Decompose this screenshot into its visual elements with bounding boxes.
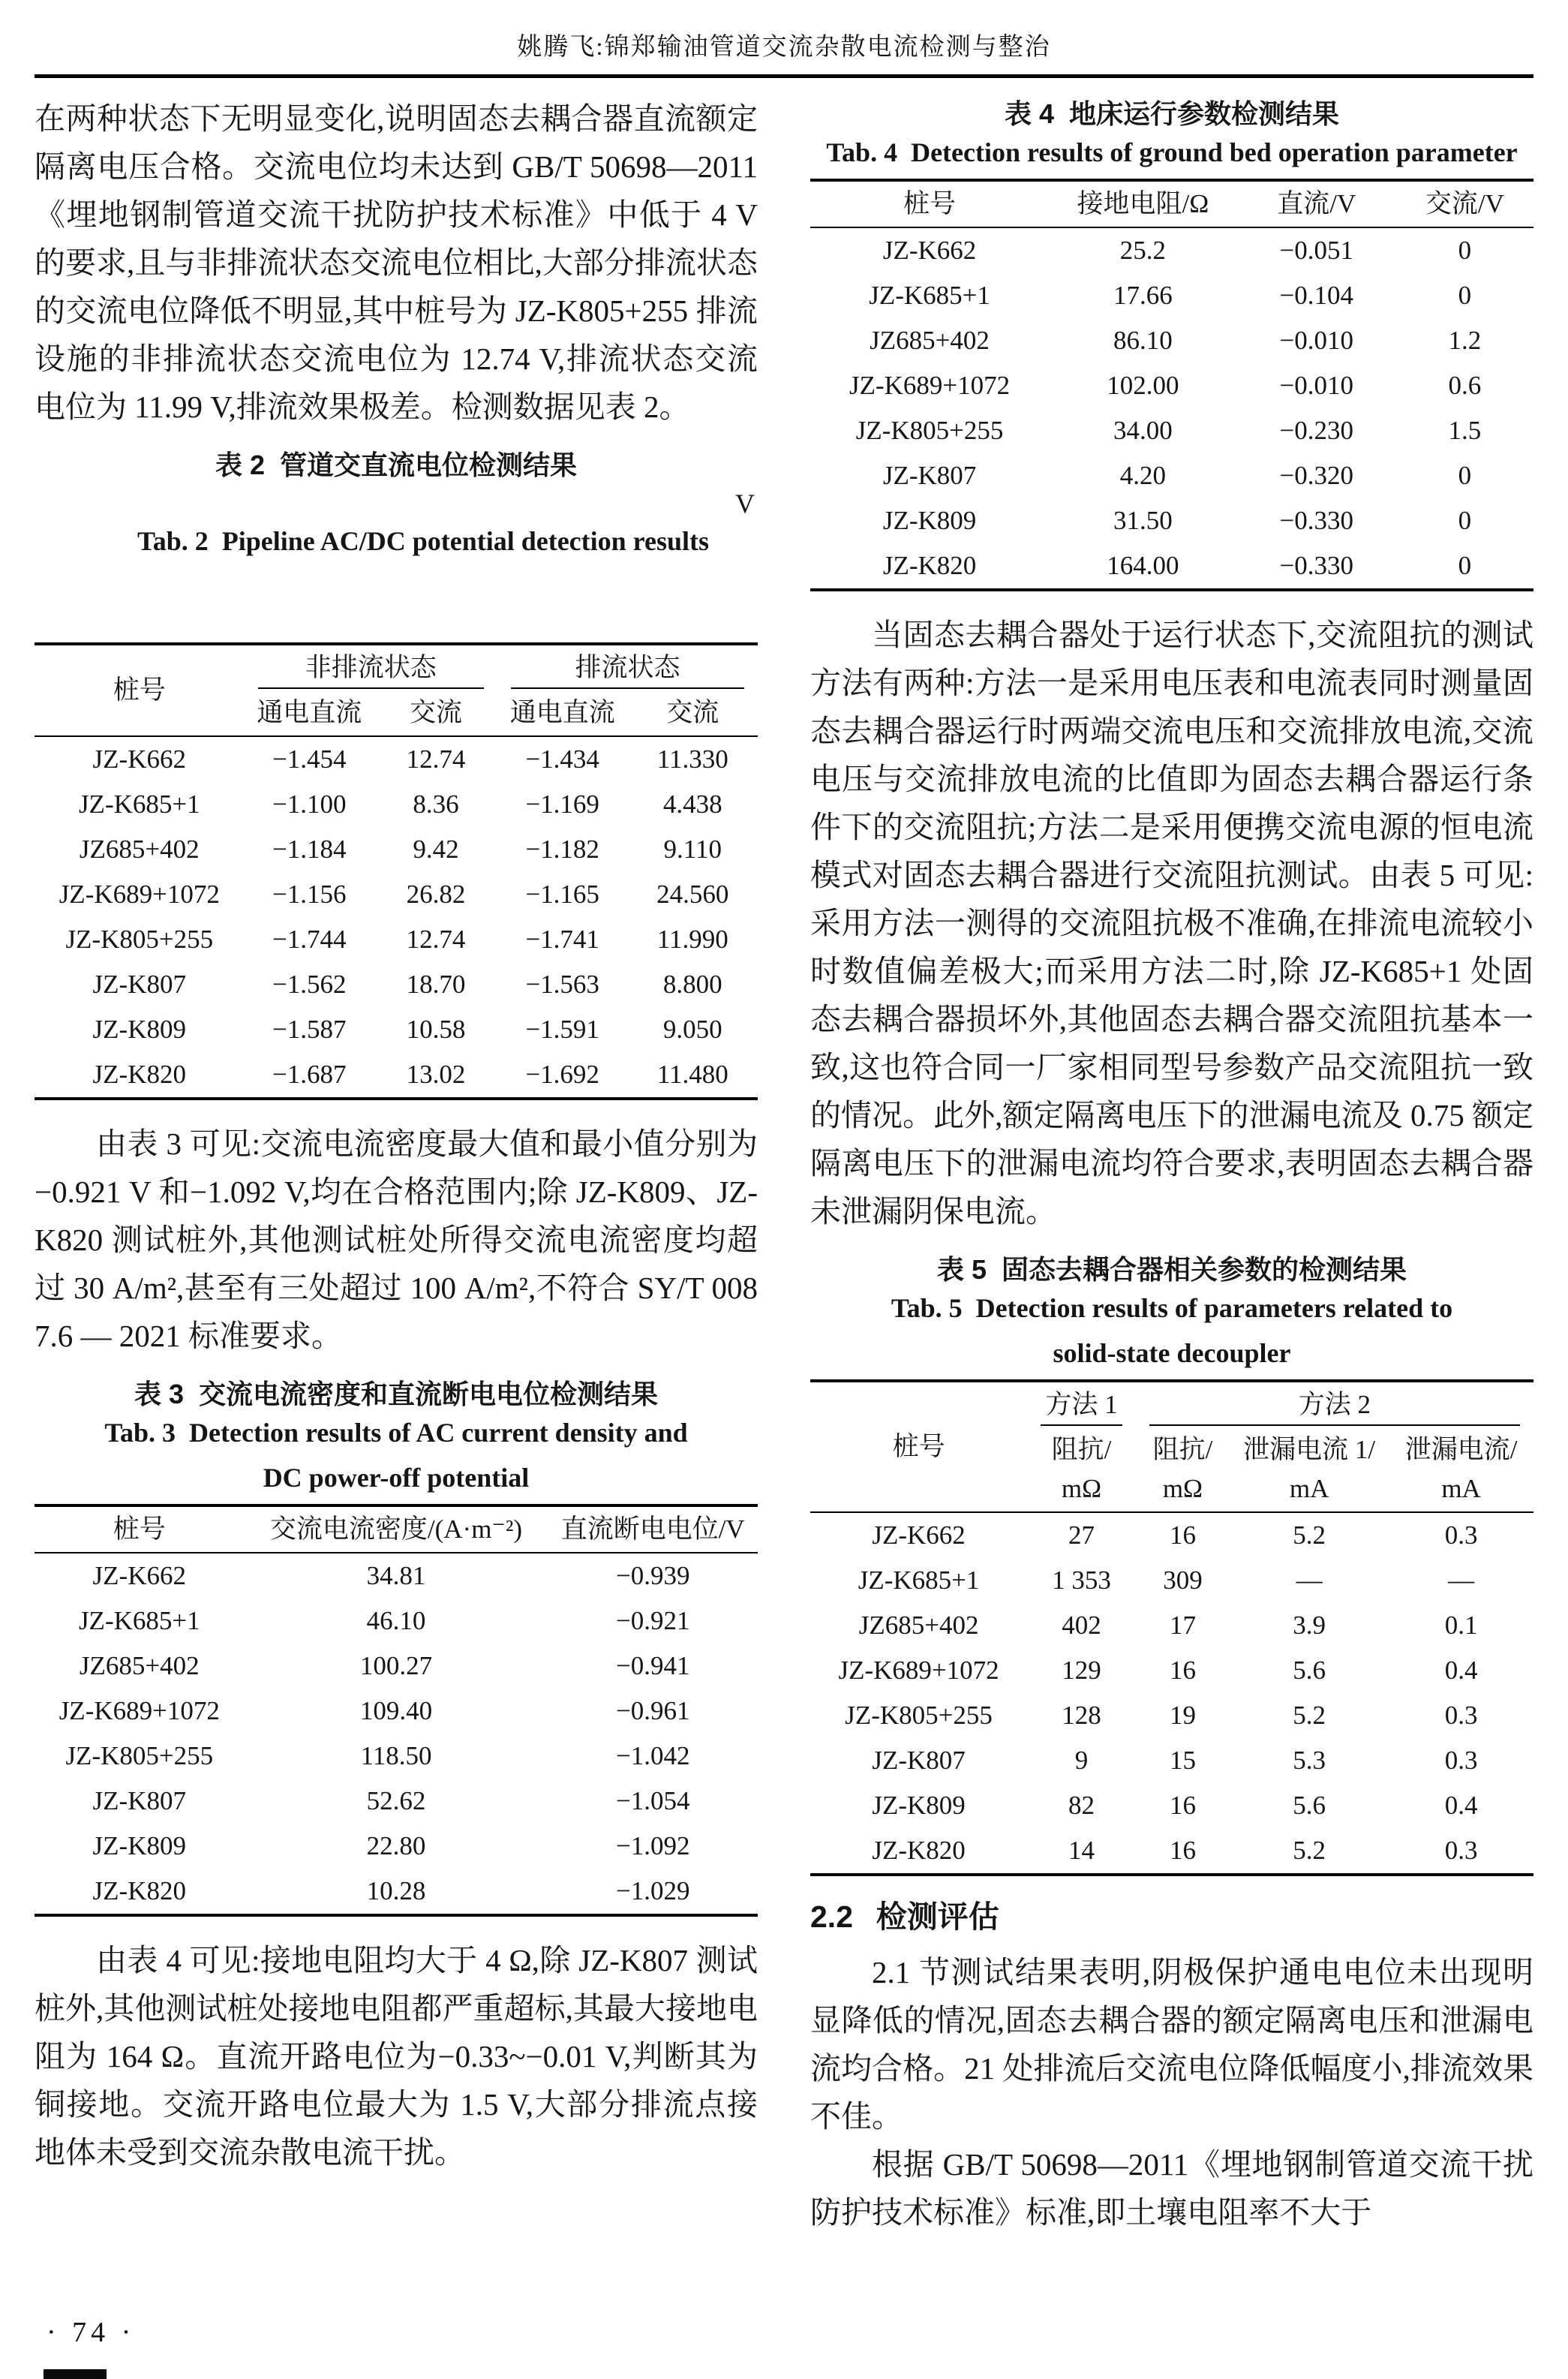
table3-caption-en-line2: DC power-off potential	[263, 1463, 530, 1493]
table2-subhead: 通电直流	[497, 690, 628, 736]
table-row	[35, 1644, 758, 1689]
table-cell: 9.42	[413, 835, 459, 864]
table-row	[35, 736, 758, 782]
table5-group-method2: 方法 2	[1136, 1381, 1533, 1427]
table-cell: −0.051	[1279, 236, 1354, 265]
paragraph-evaluation: 2.1 节测试结果表明,阴极保护通电电位未出现明显降低的情况,固态去耦合器的额定隔离电压和泄漏电流均合格。21 处排流后交流电位降低幅度小,排流效果不佳。	[810, 1955, 1533, 2134]
table3-body	[35, 1553, 758, 1915]
table-cell: 52.62	[366, 1786, 426, 1815]
table-row	[810, 1648, 1533, 1693]
table-cell: 17.66	[1113, 281, 1173, 310]
table-cell: −0.330	[1279, 551, 1354, 580]
table-cell: −1.184	[272, 835, 347, 864]
table-cell: —	[1296, 1565, 1323, 1595]
table-cell: 15	[1169, 1746, 1196, 1775]
table-cell: JZ-K689+1072	[838, 1656, 999, 1685]
table-cell: −1.587	[272, 1015, 347, 1044]
table-cell: 9.110	[663, 835, 722, 864]
table-cell: 16	[1169, 1791, 1196, 1820]
table-cell: −1.692	[525, 1060, 599, 1089]
table-cell: 128	[1062, 1701, 1101, 1730]
table4-col-pile: 桩号	[810, 180, 1049, 227]
table-cell: 5.3	[1293, 1746, 1326, 1775]
table-cell: 4.20	[1119, 461, 1167, 490]
table4-col-ac: 交流/V	[1396, 180, 1533, 227]
table-row	[35, 1599, 758, 1644]
table5-subhead: 泄漏电流 1/	[1243, 1435, 1376, 1464]
running-head	[35, 23, 1533, 74]
table-cell: JZ685+402	[79, 835, 200, 864]
table2-caption-en-text: Tab. 2 Pipeline AC/DC potential detection results	[137, 526, 710, 556]
table-cell: JZ-K662	[882, 236, 977, 265]
table-cell: 9.050	[662, 1015, 722, 1044]
table2-subhead: 交流	[374, 690, 497, 736]
table-cell: JZ-K807	[872, 1746, 966, 1775]
paragraph-table4-discussion: 由表 4 可见:接地电阻均大于 4 Ω,除 JZ-K807 测试桩外,其他测试桩处接地电阻都严重超标,其最大接地电阻为 164 Ω。直流开路电位为−0.33~−0.01 V,判断其为铜接地。交流开路电位最大为 1.5 V,大部分排流点接地体未受到交流杂散电流干扰。	[35, 1943, 758, 2170]
table-cell: 16	[1169, 1656, 1196, 1685]
table-cell: 10.58	[406, 1015, 466, 1044]
table2-body	[35, 736, 758, 1099]
table-row	[35, 962, 758, 1007]
table-cell: 13.02	[406, 1060, 466, 1089]
table-cell: JZ-K689+1072	[59, 880, 220, 909]
table-cell: 3.9	[1293, 1611, 1326, 1640]
table-cell: JZ-K805+255	[65, 925, 214, 954]
table-cell: JZ-K685+1	[869, 281, 990, 310]
table-cell: 0.3	[1444, 1836, 1478, 1865]
table-cell: 86.10	[1113, 326, 1173, 355]
table3-col-pile: 桩号	[35, 1505, 245, 1553]
two-column-layout	[35, 95, 1533, 2236]
table-row	[810, 453, 1533, 498]
table-cell: −1.434	[525, 744, 599, 774]
table-cell: 5.2	[1293, 1701, 1326, 1730]
table-cell: 0	[1458, 551, 1472, 580]
table-row	[810, 363, 1533, 408]
table2-subhead: 通电直流	[245, 690, 375, 736]
running-title: 姚腾飞:锦郑输油管道交流杂散电流检测与整治	[517, 34, 1051, 61]
table-cell: −1.562	[272, 970, 347, 999]
table-row	[810, 1558, 1533, 1603]
table-row	[35, 782, 758, 827]
header-rule	[35, 74, 1533, 78]
table-cell: −1.042	[615, 1741, 690, 1770]
table-cell: JZ-K685+1	[78, 1606, 200, 1635]
table5-subhead: 阻抗/	[1051, 1435, 1112, 1464]
table-row	[35, 917, 758, 962]
table-cell: 12.74	[406, 744, 466, 774]
table-row	[810, 1783, 1533, 1828]
table-row	[35, 1689, 758, 1734]
table-cell: —	[1448, 1565, 1475, 1595]
table-row	[35, 827, 758, 872]
table-cell: 11.990	[656, 925, 728, 954]
table-cell: −1.054	[615, 1786, 690, 1815]
table-cell: −0.921	[615, 1606, 690, 1635]
table-cell: 18.70	[406, 970, 466, 999]
table5-subhead: 泄漏电流/	[1404, 1435, 1518, 1464]
table-cell: 164.00	[1107, 551, 1179, 580]
table-cell: 0.6	[1448, 371, 1482, 400]
table-cell: 102.00	[1107, 371, 1179, 400]
table-cell: 0.4	[1444, 1656, 1478, 1685]
table-cell: −0.010	[1279, 326, 1354, 355]
table-cell: 24.560	[656, 880, 729, 909]
table4-caption-en: Tab. 4 Detection results of ground bed operation parameter	[826, 137, 1518, 167]
table-cell: JZ-K807	[92, 1786, 186, 1815]
table-cell: JZ-K820	[882, 551, 977, 580]
table5-unit: mΩ	[1136, 1472, 1230, 1512]
table5-caption-en-line2: solid-state decoupler	[1053, 1338, 1291, 1368]
section-heading-2-2	[810, 1896, 1533, 1938]
right-column	[810, 95, 1533, 2236]
table-row	[810, 408, 1533, 453]
table2-header	[35, 644, 758, 736]
table-cell: 10.28	[366, 1876, 426, 1905]
table2-col-pile: 桩号	[35, 644, 245, 736]
table-cell: −0.330	[1279, 506, 1354, 535]
table-row	[35, 1779, 758, 1824]
table-cell: 0.4	[1444, 1791, 1478, 1820]
table5-decoupler-parameters	[810, 1379, 1533, 1876]
table-row	[810, 318, 1533, 363]
table-cell: 82	[1068, 1791, 1095, 1820]
table-row	[810, 1512, 1533, 1558]
table-row	[35, 1824, 758, 1869]
table-cell: JZ-K805+255	[845, 1701, 993, 1730]
table-cell: −1.092	[615, 1831, 690, 1860]
table-cell: 5.6	[1293, 1791, 1326, 1820]
table-row	[810, 1828, 1533, 1875]
table-cell: 22.80	[366, 1831, 426, 1860]
table-cell: 1.5	[1448, 416, 1482, 445]
paragraph-table3-discussion: 由表 3 可见:交流电流密度最大值和最小值分别为−0.921 V 和−1.092 V,均在合格范围内;除 JZ-K809、JZ-K820 测试桩外,其他测试桩处所得交流电流密度均超过 30 A/m²,甚至有三处超过 100 A/m²,不符合 SY/T 0087.6 — 2021 标准要求。	[35, 1126, 758, 1353]
table-cell: JZ-K807	[92, 970, 186, 999]
table-row	[35, 1553, 758, 1599]
table-cell: −0.961	[615, 1696, 690, 1725]
table-cell: JZ-K809	[882, 506, 977, 535]
table-cell: 17	[1169, 1611, 1196, 1640]
table2-pipeline-potential	[35, 642, 758, 1100]
table-cell: JZ-K662	[92, 1561, 186, 1590]
table5-body	[810, 1512, 1533, 1875]
table-cell: JZ-K685+1	[78, 789, 200, 819]
table-cell: 8.800	[662, 970, 722, 999]
table-cell: JZ-K820	[872, 1836, 966, 1865]
table-cell: −1.169	[525, 789, 599, 819]
table4-body	[810, 227, 1533, 590]
table-cell: 5.2	[1293, 1836, 1326, 1865]
paragraph-continuation: 在两种状态下无明显变化,说明固态去耦合器直流额定隔离电压合格。交流电位均未达到 GB/T 50698—2011《埋地钢制管道交流干扰防护技术标准》中低于 4 V 的要求,且与非排流状态交流电位相比,大部分排流状态的交流电位降低不明显,其中桩号为 JZ-K805+255 排流设施的非排流状态交流电位为 12.74 V,排流状态交流电位为 11.99 V,排流效果极差。检测数据见表 2。	[35, 101, 758, 424]
table-cell: JZ685+402	[858, 1611, 979, 1640]
paragraph-standard-reference: 根据 GB/T 50698—2011《埋地钢制管道交流干扰防护技术标准》标准,即土壤电阻率不大于	[810, 2147, 1533, 2230]
table-cell: 25.2	[1119, 236, 1167, 265]
table-cell: JZ-K689+1072	[849, 371, 1011, 400]
table-cell: 16	[1169, 1836, 1196, 1865]
section-title: 检测评估	[876, 1899, 999, 1934]
table-cell: −1.741	[525, 925, 599, 954]
paragraph-decoupler-methods: 当固态去耦合器处于运行状态下,交流阻抗的测试方法有两种:方法一是采用电压表和电流表同时测量固态去耦合器运行时两端交流电压和交流排放电流,交流电压与交流排放电流的比值即为固态去耦合器运行条件下的交流阻抗;方法二是采用便携交流电源的恒电流模式对固态去耦合器进行交流阻抗测试。由表 5 可见:采用方法一测得的交流阻抗极不准确,在排流电流较小时数值偏差极大;而采用方法二时,除 JZ-K685+1 处固态去耦合器损坏外,其他固态去耦合器交流阻抗基本一致,这也符合同一厂家相同型号参数产品交流阻抗一致的情况。此外,额定隔离电压下的泄漏电流及 0.75 额定隔离电压下的泄漏电流均符合要求,表明固态去耦合器未泄漏阴保电流。	[810, 618, 1533, 1229]
table3-caption-zh: 表 3 交流电流密度和直流断电电位检测结果	[134, 1379, 659, 1409]
table-cell: 0	[1458, 281, 1472, 310]
table-cell: JZ685+402	[79, 1651, 200, 1680]
section-number: 2.2	[810, 1899, 853, 1934]
table5-caption-en-line1: Tab. 5 Detection results of parameters related to	[891, 1293, 1453, 1323]
table-cell: JZ-K809	[92, 1831, 186, 1860]
table3-caption-en-line1: Tab. 3 Detection results of AC current density and	[104, 1418, 688, 1448]
table4-ground-bed	[810, 179, 1533, 591]
table-cell: 118.50	[360, 1741, 432, 1770]
table3-current-density	[35, 1504, 758, 1917]
table-cell: 0.3	[1444, 1746, 1478, 1775]
table-cell: −0.939	[615, 1561, 690, 1590]
table-cell: 16	[1169, 1520, 1196, 1550]
table-cell: 1 353	[1052, 1565, 1111, 1595]
table-cell: 0.1	[1444, 1611, 1478, 1640]
table5-unit: mA	[1230, 1472, 1389, 1512]
table-cell: JZ685+402	[870, 326, 990, 355]
table-row	[810, 543, 1533, 590]
table5-unit: mA	[1389, 1472, 1533, 1512]
table-cell: −0.010	[1279, 371, 1354, 400]
table-row	[810, 227, 1533, 273]
table5-caption-zh: 表 5 固态去耦合器相关参数的检测结果	[936, 1254, 1407, 1285]
scan-edge-mark	[44, 2369, 107, 2379]
table-cell: 12.74	[406, 925, 466, 954]
table-cell: −1.454	[272, 744, 347, 774]
table-cell: JZ-K662	[872, 1520, 966, 1550]
table3-header	[35, 1505, 758, 1553]
table-cell: 34.00	[1113, 416, 1173, 445]
table-cell: −0.941	[615, 1651, 690, 1680]
table3-col-density: 交流电流密度/(A·m⁻²)	[245, 1505, 548, 1553]
table-cell: 0	[1458, 236, 1472, 265]
table-row	[35, 1869, 758, 1915]
table-cell: 0.3	[1444, 1701, 1478, 1730]
table-cell: JZ-K805+255	[65, 1741, 214, 1770]
table3-col-potential: 直流断电电位/V	[548, 1505, 758, 1553]
table-cell: JZ-K685+1	[858, 1565, 980, 1595]
table-cell: −1.182	[525, 835, 599, 864]
table-cell: −0.230	[1279, 416, 1354, 445]
table-cell: −1.563	[525, 970, 599, 999]
left-column	[35, 95, 758, 2236]
table5-col-pile: 桩号	[810, 1381, 1027, 1512]
table2-group-drain: 排流状态	[497, 644, 758, 690]
table-cell: 5.6	[1293, 1656, 1326, 1685]
table-row	[35, 872, 758, 917]
table-cell: 1.2	[1448, 326, 1482, 355]
table5-subhead: 阻抗/	[1152, 1435, 1213, 1464]
table5-header	[810, 1381, 1533, 1512]
table-cell: 0	[1458, 506, 1472, 535]
table-cell: JZ-K820	[92, 1060, 186, 1089]
table-cell: 402	[1062, 1611, 1101, 1640]
table-cell: 19	[1169, 1701, 1196, 1730]
table-cell: −1.029	[615, 1876, 690, 1905]
table-row	[35, 1734, 758, 1779]
table-cell: 27	[1068, 1520, 1095, 1550]
table-row	[810, 1603, 1533, 1648]
table-cell: −1.100	[272, 789, 347, 819]
table-cell: −1.156	[272, 880, 347, 909]
table-cell: 14	[1068, 1836, 1095, 1865]
table5-group-method1: 方法 1	[1027, 1381, 1136, 1427]
table-cell: 309	[1163, 1565, 1203, 1595]
table-row	[35, 1007, 758, 1052]
table-cell: 0	[1458, 461, 1472, 490]
table2-group-nondrain: 非排流状态	[245, 644, 497, 690]
table-cell: 11.480	[656, 1060, 728, 1089]
table4-col-dc: 直流/V	[1237, 180, 1396, 227]
table-cell: JZ-K662	[92, 744, 186, 774]
table-cell: 4.438	[662, 789, 722, 819]
page-number: · 74 ·	[47, 2317, 136, 2348]
table-row	[810, 273, 1533, 318]
table-cell: −0.320	[1279, 461, 1354, 490]
table-cell: −1.591	[525, 1015, 599, 1044]
table-cell: −1.744	[272, 925, 347, 954]
table-cell: 31.50	[1113, 506, 1173, 535]
table5-unit: mΩ	[1027, 1472, 1136, 1512]
table2-unit-label: V	[735, 489, 755, 519]
table-cell: 8.36	[413, 789, 459, 819]
table-cell: 5.2	[1293, 1520, 1326, 1550]
table-row	[35, 1052, 758, 1099]
table-cell: JZ-K809	[92, 1015, 186, 1044]
table-cell: JZ-K805+255	[855, 416, 1004, 445]
table-cell: 100.27	[359, 1651, 433, 1680]
table-cell: −1.687	[272, 1060, 347, 1089]
table-cell: 129	[1062, 1656, 1101, 1685]
table-cell: 9	[1074, 1746, 1089, 1775]
table2-caption-en	[35, 485, 758, 635]
table-cell: JZ-K809	[872, 1791, 966, 1820]
table-cell: 109.40	[359, 1696, 433, 1725]
table-row	[810, 1693, 1533, 1738]
table-cell: 26.82	[406, 880, 466, 909]
table2-subhead: 交流	[627, 690, 758, 736]
table-row	[810, 498, 1533, 543]
table-cell: −1.165	[525, 880, 599, 909]
table4-caption-zh: 表 4 地床运行参数检测结果	[1004, 98, 1340, 129]
table-cell: JZ-K807	[882, 461, 977, 490]
table-cell: JZ-K820	[92, 1876, 186, 1905]
table-cell: 0.3	[1444, 1520, 1478, 1550]
table2-caption-zh: 表 2 管道交直流电位检测结果	[215, 450, 578, 480]
table-row	[810, 1738, 1533, 1783]
table-cell: 11.330	[656, 744, 728, 774]
table-cell: JZ-K689+1072	[59, 1696, 220, 1725]
table-cell: −0.104	[1279, 281, 1354, 310]
table-cell: 34.81	[366, 1561, 426, 1590]
table4-header	[810, 180, 1533, 227]
table4-col-resistance: 接地电阻/Ω	[1049, 180, 1237, 227]
table-cell: 46.10	[366, 1606, 426, 1635]
